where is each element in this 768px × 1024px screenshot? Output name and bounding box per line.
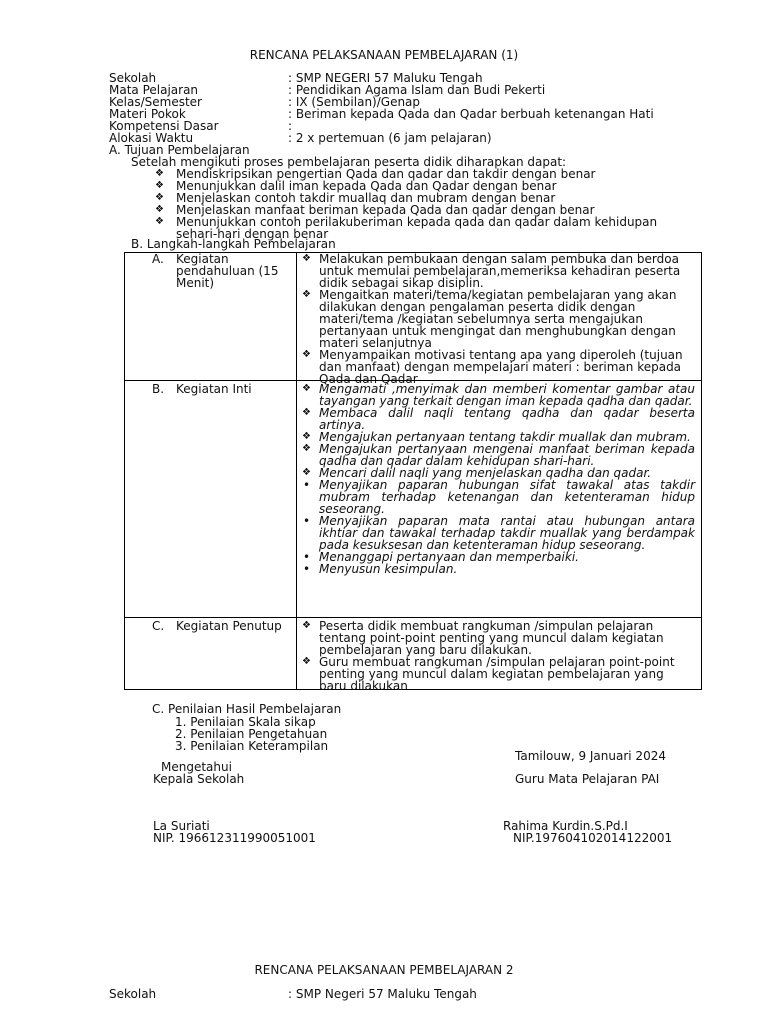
teacher-name: Rahima Kurdin.S.Pd.I bbox=[503, 819, 628, 833]
section-b-heading: B. Langkah-langkah Pembelajaran bbox=[131, 237, 336, 251]
list-item: ❖ Peserta didik membuat rangkuman /simpulan pelajaran tentang point-point penting yang muncul dalam kegiatan pembelajaran yang baru dilakukan. bbox=[302, 620, 695, 656]
headmaster-role: Kepala Sekolah bbox=[153, 772, 245, 786]
objective-item: ❖ Menjelaskan contoh takdir muallaq dan mubram dengan benar bbox=[155, 192, 695, 204]
list-item: 2. Penilaian Pengetahuan bbox=[175, 727, 328, 741]
list-item: ❖ Mengajukan pertanyaan mengenai manfaat beriman kepada qadha dan qadar dalam kehidupan shari-hari. bbox=[302, 443, 695, 467]
table-row-content bbox=[302, 620, 695, 692]
label-competency: Kompetensi Dasar bbox=[109, 119, 219, 133]
objective-item: ❖ Menjelaskan manfaat beriman kepada Qada dan qadar dengan benar bbox=[155, 204, 695, 216]
list-item: 3. Penilaian Keterampilan bbox=[175, 739, 329, 753]
table-row-divider bbox=[124, 617, 702, 618]
value-competency: : bbox=[288, 119, 293, 133]
value-time: : 2 x pertemuan (6 jam pelajaran) bbox=[288, 131, 492, 145]
objective-item: ❖ Menunjukkan contoh perilakuberiman kepada qada dan qadar dalam kehidupan sehari-hari dengan benar bbox=[155, 216, 696, 240]
value-school-2: : SMP Negeri 57 Maluku Tengah bbox=[288, 987, 477, 1001]
value-topic: : Beriman kepada Qada dan Qadar berbuah ketenangan Hati bbox=[288, 107, 654, 121]
row-letter: A. bbox=[152, 252, 164, 266]
list-item: ❖ Mengajukan pertanyaan tentang takdir muallak dan mubram. bbox=[302, 431, 695, 443]
list-item: ❖ Melakukan pembukaan dengan salam pembuka dan berdoa untuk memulai pembelajaran,memeriksa kehadiran peserta didik sebagai sikap disiplin. bbox=[302, 253, 695, 289]
label-topic: Materi Pokok bbox=[109, 107, 186, 121]
list-item: • Menanggapi pertanyaan dan memperbaiki. bbox=[302, 551, 695, 563]
teacher-role: Guru Mata Pelajaran PAI bbox=[515, 772, 660, 786]
objective-item: ❖ Mendiskripsikan pengertian Qada dan qadar dan takdir dengan benar bbox=[155, 168, 695, 180]
list-item: ❖ Mencari dalil naqli yang menjelaskan qadha dan qadar. bbox=[302, 467, 695, 479]
list-item: 1. Penilaian Skala sikap bbox=[175, 715, 316, 729]
row-name: Kegiatan Penutup bbox=[176, 619, 282, 633]
list-item: ❖ Menyampaikan motivasi tentang apa yang diperoleh (tujuan dan manfaat) dengan mempelajari materi : beriman kepada Qada dan Qadar bbox=[302, 349, 695, 385]
section-c-heading: C. Penilaian Hasil Pembelajaran bbox=[152, 702, 342, 716]
list-item: • Menyajikan paparan mata rantai atau hubungan antara ikhtiar dan tawakal terhadap takdir muallak yang berdampak pada kesuksesan dan ketenteraman hidup seseorang. bbox=[302, 515, 695, 551]
table-row-content bbox=[302, 253, 695, 385]
list-item: ❖ Membaca dalil naqli tentang qadha dan qadar beserta artinya. bbox=[302, 407, 695, 431]
row-name: Kegiatan Inti bbox=[176, 382, 252, 396]
row-letter: C. bbox=[152, 619, 165, 633]
teacher-nip: NIP.197604102014122001 bbox=[513, 831, 673, 845]
document-title-2: RENCANA PELAKSANAAN PEMBELAJARAN 2 bbox=[254, 963, 514, 977]
label-school: Sekolah bbox=[109, 71, 157, 85]
headmaster-name: La Suriati bbox=[153, 819, 210, 833]
list-item: ❖ Mengamati ,menyimak dan memberi komentar gambar atau tayangan yang terkait dengan iman kepada qadha dan qadar. bbox=[302, 383, 695, 407]
list-item: ❖ Guru membuat rangkuman /simpulan pelajaran point-point penting yang muncul dalam kegiatan pembelajaran yang baru dilakukan bbox=[302, 656, 695, 692]
list-item: • Menyusun kesimpulan. bbox=[302, 563, 695, 575]
section-a-intro: Setelah mengikuti proses pembelajaran peserta didik diharapkan dapat: bbox=[131, 155, 567, 169]
list-item: • Menyajikan paparan hubungan sifat tawakal atas takdir mubram terhadap ketenangan dan ketenteraman hidup seseorang. bbox=[302, 479, 695, 515]
assessment-list bbox=[175, 716, 328, 752]
place-date: Tamilouw, 9 Januari 2024 bbox=[515, 749, 666, 763]
table-column-divider bbox=[296, 252, 297, 690]
label-subject: Mata Pelajaran bbox=[109, 83, 199, 97]
row-name: Kegiatan pendahuluan (15 Menit) bbox=[176, 252, 279, 290]
value-subject: : Pendidikan Agama Islam dan Budi Pekerti bbox=[288, 83, 546, 97]
objectives-list bbox=[155, 168, 695, 240]
section-a-heading: A. Tujuan Pembelajaran bbox=[109, 143, 250, 157]
headmaster-nip: NIP. 196612311990051001 bbox=[153, 831, 316, 845]
row-letter: B. bbox=[152, 382, 165, 396]
list-item: ❖ Mengaitkan materi/tema/kegiatan pembelajaran yang akan dilakukan dengan pengalaman peserta didik dengan materi/tema /kegiatan sebelumnya serta mengajukan pertanyaan untuk mengingat dan menghubungkan dengan materi selanjutnya bbox=[302, 289, 695, 349]
document-title: RENCANA PELAKSANAAN PEMBELAJARAN (1) bbox=[249, 48, 519, 62]
value-school: : SMP NEGERI 57 Maluku Tengah bbox=[288, 71, 483, 85]
label-class: Kelas/Semester bbox=[109, 95, 202, 109]
value-class: : IX (Sembilan)/Genap bbox=[288, 95, 421, 109]
objective-item: ❖ Menunjukkan dalil iman kepada Qada dan Qadar dengan benar bbox=[155, 180, 695, 192]
table-row-content bbox=[302, 383, 695, 575]
label-time: Alokasi Waktu bbox=[109, 131, 194, 145]
label-school-2: Sekolah bbox=[109, 987, 157, 1001]
acknowledged-label: Mengetahui bbox=[161, 760, 232, 774]
